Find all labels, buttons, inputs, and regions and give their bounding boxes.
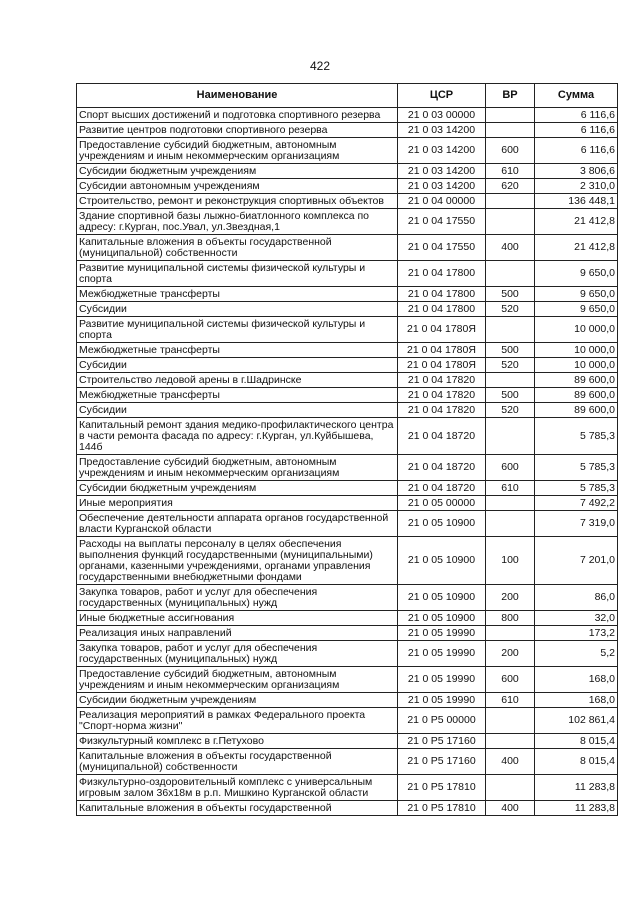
table-row — [77, 358, 618, 373]
cell-vr — [486, 317, 535, 343]
cell-name: Субсидии — [77, 358, 398, 373]
cell-csr: 21 0 03 14200 — [398, 123, 486, 138]
cell-csr: 21 0 P5 00000 — [398, 708, 486, 734]
cell-csr: 21 0 05 10900 — [398, 585, 486, 611]
cell-csr: 21 0 05 19990 — [398, 667, 486, 693]
cell-vr — [486, 194, 535, 209]
cell-name: Предоставление субсидий бюджетным, автономным учреждениям и иным некоммерческим организациям — [77, 138, 398, 164]
cell-csr: 21 0 04 1780Я — [398, 358, 486, 373]
cell-name: Иные мероприятия — [77, 496, 398, 511]
column-header-sum: Сумма — [535, 84, 618, 108]
table-row — [77, 693, 618, 708]
table-row — [77, 511, 618, 537]
cell-name: Обеспечение деятельности аппарата органов государственной власти Курганской области — [77, 511, 398, 537]
cell-sum: 7 201,0 — [535, 537, 618, 585]
cell-vr: 400 — [486, 801, 535, 816]
column-header-vr: ВР — [486, 84, 535, 108]
cell-vr: 520 — [486, 403, 535, 418]
cell-csr: 21 0 03 14200 — [398, 164, 486, 179]
cell-sum: 5 785,3 — [535, 481, 618, 496]
cell-csr: 21 0 04 17800 — [398, 302, 486, 317]
budget-table — [76, 83, 618, 816]
cell-csr: 21 0 03 00000 — [398, 108, 486, 123]
cell-sum: 9 650,0 — [535, 287, 618, 302]
cell-csr: 21 0 05 00000 — [398, 496, 486, 511]
cell-vr: 500 — [486, 287, 535, 302]
cell-name: Физкультурно-оздоровительный комплекс с универсальным игровым залом 36х18м в р.п. Мишкино Курганской области — [77, 775, 398, 801]
table-row — [77, 138, 618, 164]
cell-csr: 21 0 04 17800 — [398, 261, 486, 287]
cell-sum: 10 000,0 — [535, 317, 618, 343]
cell-vr — [486, 108, 535, 123]
table-row — [77, 667, 618, 693]
cell-name: Капитальные вложения в объекты государственной (муниципальной) собственности — [77, 749, 398, 775]
cell-vr: 600 — [486, 138, 535, 164]
cell-name: Субсидии бюджетным учреждениям — [77, 481, 398, 496]
cell-sum: 2 310,0 — [535, 179, 618, 194]
cell-sum: 21 412,8 — [535, 235, 618, 261]
table-row — [77, 708, 618, 734]
cell-vr: 800 — [486, 611, 535, 626]
cell-vr — [486, 734, 535, 749]
table-row — [77, 287, 618, 302]
cell-vr: 500 — [486, 388, 535, 403]
cell-csr: 21 0 P5 17810 — [398, 775, 486, 801]
cell-vr — [486, 418, 535, 455]
cell-name: Субсидии бюджетным учреждениям — [77, 164, 398, 179]
cell-csr: 21 0 04 00000 — [398, 194, 486, 209]
cell-vr — [486, 373, 535, 388]
cell-name: Закупка товаров, работ и услуг для обеспечения государственных (муниципальных) нужд — [77, 641, 398, 667]
cell-sum: 10 000,0 — [535, 358, 618, 373]
cell-name: Субсидии — [77, 302, 398, 317]
table-row — [77, 209, 618, 235]
cell-csr: 21 0 P5 17810 — [398, 801, 486, 816]
cell-sum: 32,0 — [535, 611, 618, 626]
cell-sum: 11 283,8 — [535, 775, 618, 801]
cell-vr: 500 — [486, 343, 535, 358]
cell-csr: 21 0 05 10900 — [398, 611, 486, 626]
cell-csr: 21 0 05 10900 — [398, 537, 486, 585]
cell-vr: 520 — [486, 358, 535, 373]
cell-csr: 21 0 04 17820 — [398, 403, 486, 418]
table-row — [77, 317, 618, 343]
cell-name: Закупка товаров, работ и услуг для обеспечения государственных (муниципальных) нужд — [77, 585, 398, 611]
table-row — [77, 455, 618, 481]
cell-vr: 200 — [486, 641, 535, 667]
cell-name: Реализация иных направлений — [77, 626, 398, 641]
cell-name: Реализация мероприятий в рамках Федерального проекта "Спорт-норма жизни" — [77, 708, 398, 734]
cell-csr: 21 0 04 1780Я — [398, 317, 486, 343]
cell-csr: 21 0 04 17820 — [398, 388, 486, 403]
cell-vr — [486, 123, 535, 138]
table-header — [77, 84, 618, 108]
cell-name: Физкультурный комплекс в г.Петухово — [77, 734, 398, 749]
cell-name: Спорт высших достижений и подготовка спортивного резерва — [77, 108, 398, 123]
table-row — [77, 388, 618, 403]
cell-csr: 21 0 03 14200 — [398, 179, 486, 194]
table-row — [77, 373, 618, 388]
cell-sum: 168,0 — [535, 693, 618, 708]
table-row — [77, 585, 618, 611]
cell-vr: 610 — [486, 693, 535, 708]
cell-name: Субсидии бюджетным учреждениям — [77, 693, 398, 708]
table-row — [77, 611, 618, 626]
cell-sum: 7 319,0 — [535, 511, 618, 537]
cell-sum: 11 283,8 — [535, 801, 618, 816]
cell-csr: 21 0 05 19990 — [398, 641, 486, 667]
cell-name: Здание спортивной базы лыжно-биатлонного комплекса по адресу: г.Курган, пос.Увал, ул.Звездная,1 — [77, 209, 398, 235]
cell-sum: 5 785,3 — [535, 455, 618, 481]
cell-sum: 102 861,4 — [535, 708, 618, 734]
cell-csr: 21 0 05 10900 — [398, 511, 486, 537]
cell-sum: 89 600,0 — [535, 373, 618, 388]
cell-vr — [486, 209, 535, 235]
cell-name: Субсидии — [77, 403, 398, 418]
cell-vr: 620 — [486, 179, 535, 194]
cell-name: Предоставление субсидий бюджетным, автономным учреждениям и иным некоммерческим организациям — [77, 667, 398, 693]
table-row — [77, 108, 618, 123]
cell-name: Расходы на выплаты персоналу в целях обеспечения выполнения функций государственными (муниципальными) органами, казенными учреждениями, органами управления государственными внебюджетными фондами — [77, 537, 398, 585]
table-row — [77, 418, 618, 455]
cell-vr: 400 — [486, 749, 535, 775]
cell-csr: 21 0 04 18720 — [398, 481, 486, 496]
cell-csr: 21 0 P5 17160 — [398, 749, 486, 775]
cell-sum: 6 116,6 — [535, 123, 618, 138]
cell-csr: 21 0 04 18720 — [398, 418, 486, 455]
table-row — [77, 537, 618, 585]
cell-sum: 7 492,2 — [535, 496, 618, 511]
table-row — [77, 343, 618, 358]
cell-csr: 21 0 04 17800 — [398, 287, 486, 302]
cell-name: Межбюджетные трансферты — [77, 388, 398, 403]
cell-sum: 86,0 — [535, 585, 618, 611]
table-row — [77, 261, 618, 287]
cell-sum: 8 015,4 — [535, 749, 618, 775]
cell-vr — [486, 496, 535, 511]
cell-vr — [486, 775, 535, 801]
cell-csr: 21 0 05 19990 — [398, 626, 486, 641]
cell-csr: 21 0 P5 17160 — [398, 734, 486, 749]
table-row — [77, 775, 618, 801]
cell-csr: 21 0 04 1780Я — [398, 343, 486, 358]
cell-vr: 100 — [486, 537, 535, 585]
cell-sum: 168,0 — [535, 667, 618, 693]
cell-name: Строительство ледовой арены в г.Шадринске — [77, 373, 398, 388]
cell-sum: 89 600,0 — [535, 388, 618, 403]
page-number: 422 — [309, 59, 331, 73]
table-row — [77, 749, 618, 775]
table-row — [77, 164, 618, 179]
cell-sum: 8 015,4 — [535, 734, 618, 749]
cell-csr: 21 0 04 18720 — [398, 455, 486, 481]
table-body — [77, 108, 618, 816]
cell-sum: 5 785,3 — [535, 418, 618, 455]
cell-vr: 610 — [486, 481, 535, 496]
cell-sum: 6 116,6 — [535, 108, 618, 123]
table-row — [77, 734, 618, 749]
cell-name: Межбюджетные трансферты — [77, 287, 398, 302]
cell-name: Межбюджетные трансферты — [77, 343, 398, 358]
column-header-name: Наименование — [77, 84, 398, 108]
cell-vr — [486, 708, 535, 734]
cell-sum: 3 806,6 — [535, 164, 618, 179]
table-row — [77, 194, 618, 209]
cell-name: Предоставление субсидий бюджетным, автономным учреждениям и иным некоммерческим организациям — [77, 455, 398, 481]
cell-csr: 21 0 05 19990 — [398, 693, 486, 708]
cell-name: Капитальные вложения в объекты государственной — [77, 801, 398, 816]
cell-name: Развитие центров подготовки спортивного резерва — [77, 123, 398, 138]
table-row — [77, 626, 618, 641]
table-row — [77, 403, 618, 418]
cell-name: Развитие муниципальной системы физической культуры и спорта — [77, 261, 398, 287]
column-header-csr: ЦСР — [398, 84, 486, 108]
cell-name: Развитие муниципальной системы физической культуры и спорта — [77, 317, 398, 343]
cell-csr: 21 0 03 14200 — [398, 138, 486, 164]
table-row — [77, 235, 618, 261]
cell-sum: 6 116,6 — [535, 138, 618, 164]
cell-name: Капитальный ремонт здания медико-профилактического центра в части ремонта фасада по адресу: г.Курган, ул.Куйбышева, 144б — [77, 418, 398, 455]
cell-name: Субсидии автономным учреждениям — [77, 179, 398, 194]
cell-csr: 21 0 04 17550 — [398, 235, 486, 261]
cell-sum: 21 412,8 — [535, 209, 618, 235]
cell-name: Иные бюджетные ассигнования — [77, 611, 398, 626]
cell-vr: 600 — [486, 455, 535, 481]
cell-sum: 89 600,0 — [535, 403, 618, 418]
table-row — [77, 801, 618, 816]
cell-vr: 600 — [486, 667, 535, 693]
cell-vr — [486, 626, 535, 641]
cell-vr — [486, 261, 535, 287]
table-row — [77, 641, 618, 667]
cell-sum: 9 650,0 — [535, 261, 618, 287]
cell-vr: 520 — [486, 302, 535, 317]
cell-sum: 173,2 — [535, 626, 618, 641]
cell-vr: 400 — [486, 235, 535, 261]
cell-name: Строительство, ремонт и реконструкция спортивных объектов — [77, 194, 398, 209]
table-row — [77, 496, 618, 511]
cell-sum: 9 650,0 — [535, 302, 618, 317]
table-row — [77, 481, 618, 496]
cell-sum: 10 000,0 — [535, 343, 618, 358]
cell-vr: 200 — [486, 585, 535, 611]
cell-vr — [486, 511, 535, 537]
cell-sum: 136 448,1 — [535, 194, 618, 209]
cell-vr: 610 — [486, 164, 535, 179]
cell-csr: 21 0 04 17550 — [398, 209, 486, 235]
cell-name: Капитальные вложения в объекты государственной (муниципальной) собственности — [77, 235, 398, 261]
table-row — [77, 302, 618, 317]
cell-sum: 5,2 — [535, 641, 618, 667]
table-row — [77, 123, 618, 138]
table-row — [77, 179, 618, 194]
cell-csr: 21 0 04 17820 — [398, 373, 486, 388]
